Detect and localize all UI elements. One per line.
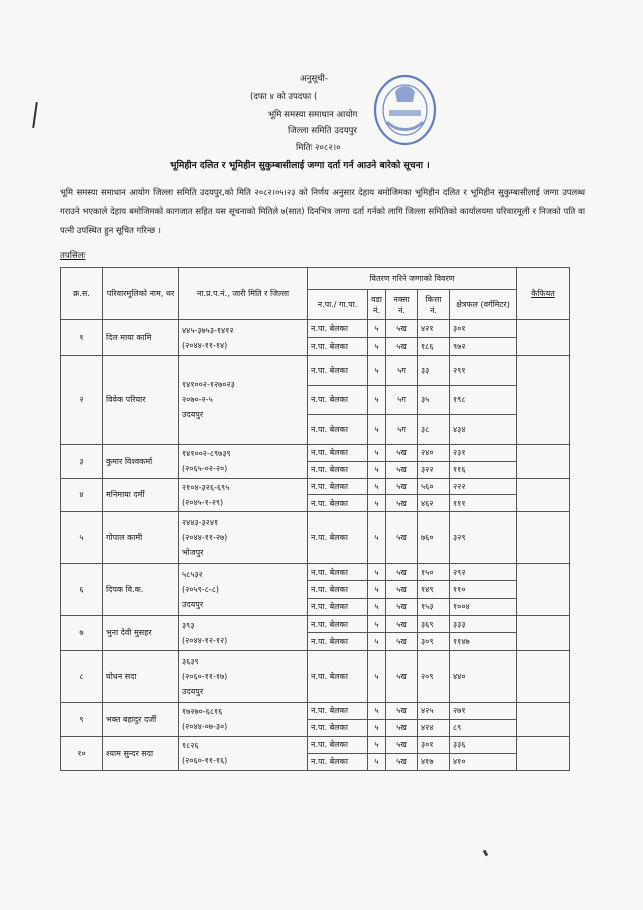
cell-area: २९१ — [450, 356, 517, 386]
cell-map-no: ५ख — [386, 581, 418, 598]
cell-municipality: न.पा. बेलका — [308, 633, 368, 651]
cell-citizenship — [179, 736, 308, 770]
citizenship-line: उदयपुर — [182, 410, 204, 420]
cell-area: ११६ — [450, 461, 517, 478]
clause-reference: (दफा ४ को उपदफा ( — [250, 92, 318, 102]
cell-municipality: न.पा. बेलका — [308, 598, 368, 615]
cell-map-no: ५ख — [386, 702, 418, 719]
annex-label: अनुसूची- — [300, 74, 328, 84]
cell-map-no: ५ख — [386, 461, 418, 478]
table-row — [61, 356, 570, 386]
cell-kitta-no: ३६९ — [418, 615, 450, 633]
cell-sn: ५ — [61, 511, 103, 563]
cell-ward: ५ — [368, 650, 386, 702]
cell-kitta-no: ३०१ — [418, 736, 450, 753]
cell-remarks — [517, 650, 570, 702]
cell-area: ३२९ — [450, 511, 517, 563]
cell-family-head-name: कुमार विश्वकर्मा — [103, 444, 179, 478]
cell-ward: ५ — [368, 633, 386, 651]
table-row — [61, 736, 570, 753]
cell-area: ८९ — [450, 719, 517, 736]
citizenship-line: (२०४४-१२-१२) — [182, 635, 228, 645]
col-header-sn: क्र.स. — [61, 268, 103, 320]
citizenship-line: उदयपुर — [182, 599, 204, 609]
cell-kitta-no: ४२५ — [418, 702, 450, 719]
cell-remarks — [517, 563, 570, 615]
col-header-family-head: परिवारमूलिको नाम, थर — [103, 268, 179, 320]
cell-area: ३३३ — [450, 615, 517, 633]
col-header-citizenship: ना.प्र.प.नं., जारी मिति र जिल्ला — [179, 268, 308, 320]
table-row — [61, 511, 570, 563]
cell-map-no: ५ख — [386, 495, 418, 512]
office-stamp — [369, 62, 441, 152]
col-header-remarks: कैफियत — [517, 268, 570, 320]
cell-kitta-no: १५० — [418, 563, 450, 580]
cell-municipality: न.पा. बेलका — [308, 320, 368, 338]
cell-municipality: न.पा. बेलका — [308, 650, 368, 702]
cell-sn: ८ — [61, 650, 103, 702]
citizenship-line: भोजपुर — [182, 547, 204, 557]
cell-kitta-no: ३२२ — [418, 461, 450, 478]
cell-kitta-no: ५६० — [418, 478, 450, 495]
cell-citizenship — [179, 563, 308, 615]
citizenship-line: ३६३९ — [182, 656, 199, 666]
cell-map-no: ५ख — [386, 598, 418, 615]
citizenship-line: २४४३-३२४१ — [182, 517, 219, 527]
citizenship-line: २०७०-२-५ — [182, 395, 213, 405]
cell-area: ३३६ — [450, 736, 517, 753]
cell-area: २२२ — [450, 478, 517, 495]
cell-kitta-no: ३५ — [418, 385, 450, 415]
cell-ward: ५ — [368, 478, 386, 495]
citizenship-line: ४४५-३७५३-१४१२ — [182, 325, 234, 335]
table-row — [61, 563, 570, 580]
cell-area: ४४० — [450, 650, 517, 702]
cell-sn: ६ — [61, 563, 103, 615]
cell-sn: ९ — [61, 702, 103, 736]
cell-ward: ५ — [368, 444, 386, 461]
cell-kitta-no: ३३ — [418, 356, 450, 386]
col-header-distribution: वितरण गरिने जग्गाको विवरण — [308, 268, 517, 290]
cell-ward: ५ — [368, 356, 386, 386]
cell-map-no: ५ग — [386, 415, 418, 445]
cell-citizenship — [179, 650, 308, 702]
cell-ward: ५ — [368, 415, 386, 445]
cell-ward: ५ — [368, 615, 386, 633]
table-row — [61, 320, 570, 338]
cell-area: ४३४ — [450, 415, 517, 445]
cell-family-head-name: घोधन सदा — [103, 650, 179, 702]
cell-area: ११० — [450, 581, 517, 598]
citizenship-line: १७२७०-६८१६ — [182, 707, 223, 717]
notice-body: भूमि समस्या समाधान आयोग जिल्ला समिति उदयपुर,को मिति २०८२।०५।२३ को निर्णय अनुसार देहाय बमोजिमका भूमिहीन दलित र भूमिहीन सुकुम्बासीलाई जग्गा उपलब्ध गराउने भएकाले देहाय बमोजिमको कागजात सहित यस सूचनाको मितिले ७(सात) दिनभित्र जग्गा दर्ता गर्नको लागि जिल्ला समितिको कार्यालयमा परिवारमूली र निजको पति वा पत्नी उपस्थित हुन सूचित गरिन्छ । — [60, 187, 585, 235]
cell-citizenship — [179, 356, 308, 445]
cell-citizenship — [179, 478, 308, 511]
cell-kitta-no: ४२१ — [418, 320, 450, 338]
cell-municipality: न.पा. बेलका — [308, 753, 368, 770]
cell-ward: ५ — [368, 511, 386, 563]
cell-map-no: ५ख — [386, 338, 418, 356]
pen-tick-mark — [483, 850, 489, 857]
cell-municipality: न.पा. बेलका — [308, 415, 368, 445]
col-header-municipality: न.पा./ गा.पा. — [308, 290, 368, 320]
cell-family-head-name: श्याम सुन्दर सदा — [103, 736, 179, 770]
citizenship-line: (२०६०-११-१७) — [182, 671, 228, 681]
citizenship-line: (२०४४-०७-३०) — [182, 722, 228, 732]
cell-citizenship — [179, 444, 308, 478]
table-row — [61, 478, 570, 495]
cell-family-head-name: मनिमाया दर्मी — [103, 478, 179, 511]
cell-citizenship — [179, 615, 308, 650]
cell-map-no: ५ख — [386, 719, 418, 736]
cell-area: ३०१ — [450, 320, 517, 338]
cell-family-head-name: विवेक परियार — [103, 356, 179, 445]
cell-municipality: न.पा. बेलका — [308, 511, 368, 563]
cell-remarks — [517, 320, 570, 356]
cell-ward: ५ — [368, 495, 386, 512]
cell-ward: ५ — [368, 385, 386, 415]
citizenship-line: (२०५९-८-८) — [182, 584, 219, 594]
cell-map-no: ५ग — [386, 385, 418, 415]
citizenship-line: (२०६०-११-१६) — [182, 756, 228, 766]
cell-ward: ५ — [368, 719, 386, 736]
cell-ward: ५ — [368, 581, 386, 598]
col-header-ward: वडा नं. — [368, 290, 386, 320]
cell-map-no: ५ख — [386, 563, 418, 580]
cell-municipality: न.पा. बेलका — [308, 581, 368, 598]
col-header-kitta: कित्ता नं. — [418, 290, 450, 320]
cell-remarks — [517, 356, 570, 445]
table-row — [61, 444, 570, 461]
col-header-area: क्षेत्रफल (वर्गमिटर) — [450, 290, 517, 320]
cell-kitta-no: ७६० — [418, 511, 450, 563]
citizenship-line: १४१००२-८९७३९ — [182, 449, 231, 459]
cell-kitta-no: २०९ — [418, 650, 450, 702]
cell-sn: ३ — [61, 444, 103, 478]
cell-ward: ५ — [368, 753, 386, 770]
table-row — [61, 702, 570, 719]
cell-municipality: न.पा. बेलका — [308, 719, 368, 736]
cell-remarks — [517, 444, 570, 478]
cell-map-no: ५ख — [386, 444, 418, 461]
margin-pen-mark — [32, 102, 38, 128]
cell-kitta-no: ४६२ — [418, 495, 450, 512]
cell-family-head-name: दिल माया कामि — [103, 320, 179, 356]
cell-ward: ५ — [368, 338, 386, 356]
cell-area: १९८ — [450, 385, 517, 415]
cell-municipality: न.पा. बेलका — [308, 615, 368, 633]
cell-remarks — [517, 615, 570, 650]
cell-area: २७१ — [450, 702, 517, 719]
table-row — [61, 650, 570, 702]
cell-municipality: न.पा. बेलका — [308, 461, 368, 478]
notice-title: भूमिहीन दलित र भूमिहीन सुकुम्बासीलाई जग्गा दर्ता गर्न आउने बारेको सूचना । — [170, 160, 430, 171]
cell-municipality: न.पा. बेलका — [308, 356, 368, 386]
citizenship-line: (२०४४-११-२७) — [182, 532, 228, 542]
cell-remarks — [517, 478, 570, 511]
cell-map-no: ५ख — [386, 736, 418, 753]
cell-citizenship — [179, 320, 308, 356]
cell-municipality: न.पा. बेलका — [308, 385, 368, 415]
cell-municipality: न.पा. बेलका — [308, 495, 368, 512]
cell-map-no: ५ख — [386, 633, 418, 651]
cell-sn: ४ — [61, 478, 103, 511]
table-body — [61, 320, 570, 771]
citizenship-line: (२०४४-११-१४) — [182, 340, 228, 350]
citizenship-line: १४१००२-१२७०२३ — [182, 380, 235, 390]
cell-kitta-no: २४० — [418, 444, 450, 461]
cell-family-head-name: भक्त बहादुर दर्जी — [103, 702, 179, 736]
cell-map-no: ५ख — [386, 615, 418, 633]
cell-municipality: न.पा. बेलका — [308, 736, 368, 753]
cell-municipality: न.पा. बेलका — [308, 444, 368, 461]
cell-remarks — [517, 736, 570, 770]
cell-area: ११४७ — [450, 633, 517, 651]
citizenship-line: ५८५३२ — [182, 569, 203, 579]
citizenship-line: (२०६५-०२-२०) — [182, 464, 228, 474]
cell-kitta-no: १८६ — [418, 338, 450, 356]
citizenship-line: १८२६ — [182, 741, 199, 751]
cell-area: १११ — [450, 495, 517, 512]
cell-sn: २ — [61, 356, 103, 445]
cell-map-no: ५ग — [386, 356, 418, 386]
cell-municipality: न.पा. बेलका — [308, 563, 368, 580]
cell-area: ९७२ — [450, 338, 517, 356]
cell-family-head-name: भुना देवी मुसहर — [103, 615, 179, 650]
col-header-map: नक्सा नं. — [386, 290, 418, 320]
cell-kitta-no: ४१७ — [418, 753, 450, 770]
cell-kitta-no: ३८ — [418, 415, 450, 445]
citizenship-line: ३९३ — [182, 620, 195, 630]
cell-area: २३१ — [450, 444, 517, 461]
cell-kitta-no: १५३ — [418, 598, 450, 615]
table-row — [61, 615, 570, 633]
cell-ward: ५ — [368, 563, 386, 580]
cell-citizenship — [179, 511, 308, 563]
cell-municipality: न.पा. बेलका — [308, 338, 368, 356]
cell-area: ४१० — [450, 753, 517, 770]
citizenship-line: (२०४५-१-२९) — [182, 497, 224, 507]
notice-date: मितिः २०८२।० — [296, 143, 341, 153]
cell-ward: ५ — [368, 598, 386, 615]
commission-name: भूमि समस्या समाधान आयोग — [268, 110, 358, 120]
cell-map-no: ५ख — [386, 650, 418, 702]
cell-remarks — [517, 702, 570, 736]
cell-sn: १० — [61, 736, 103, 770]
cell-sn: ७ — [61, 615, 103, 650]
cell-kitta-no: ३०९ — [418, 633, 450, 651]
citizenship-line: २१०४-३२६-६९५ — [182, 482, 230, 492]
cell-ward: ५ — [368, 702, 386, 719]
cell-ward: ५ — [368, 736, 386, 753]
committee-name: जिल्ला समिति उदयपुर — [288, 126, 357, 136]
cell-sn: १ — [61, 320, 103, 356]
cell-remarks — [517, 511, 570, 563]
land-distribution-table — [60, 267, 570, 771]
cell-municipality: न.पा. बेलका — [308, 702, 368, 719]
cell-map-no: ५ख — [386, 511, 418, 563]
cell-map-no: ५ख — [386, 478, 418, 495]
cell-map-no: ५ख — [386, 753, 418, 770]
cell-kitta-no: १४९ — [418, 581, 450, 598]
cell-family-head-name: गोपाल कामी — [103, 511, 179, 563]
citizenship-line: उदयपुर — [182, 686, 204, 696]
cell-map-no: ५ख — [386, 320, 418, 338]
details-label: तपसिलः — [60, 251, 86, 261]
cell-ward: ५ — [368, 461, 386, 478]
cell-municipality: न.पा. बेलका — [308, 478, 368, 495]
cell-citizenship — [179, 702, 308, 736]
cell-family-head-name: दिपक वि.क. — [103, 563, 179, 615]
cell-area: १००४ — [450, 598, 517, 615]
cell-area: २९२ — [450, 563, 517, 580]
cell-ward: ५ — [368, 320, 386, 338]
cell-kitta-no: ४२४ — [418, 719, 450, 736]
